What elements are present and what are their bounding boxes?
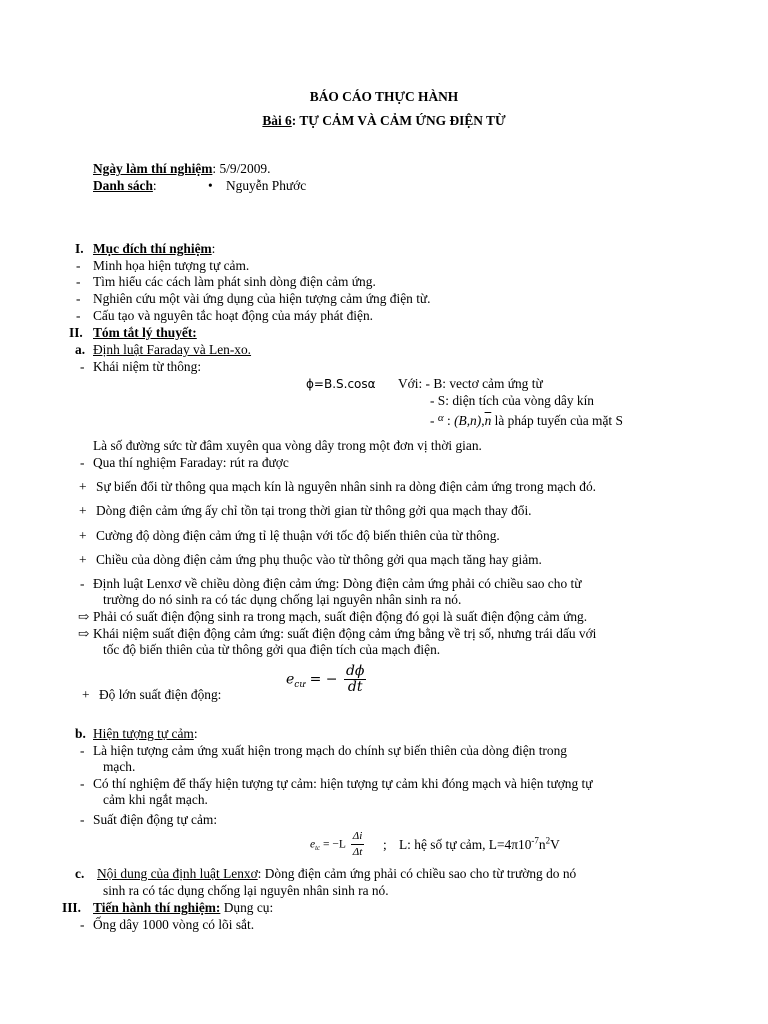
self-emf-separator: ; — [383, 837, 387, 852]
list-dash: - — [80, 743, 85, 758]
normal-vector: $\overline{n}$ — [484, 413, 492, 428]
purpose-item: Tìm hiểu các cách làm phát sinh dòng điện cảm ứng. — [93, 274, 376, 289]
flux-where-b: Với: - B: vectơ cảm ứng từ — [398, 376, 543, 391]
self-induction-exp-line-2: cảm khi ngắt mạch. — [103, 792, 208, 807]
purpose-item: Nghiên cứu một vài ứng dụng của hiện tượng cảm ứng điện từ. — [93, 291, 431, 306]
lenz-law-line-1: Định luật Lenxơ về chiều dòng điện cảm ứng: Dòng điện cảm ứng phải có chiều sao cho từ — [93, 576, 582, 591]
flux-formula: ϕ=B.S.cosα — [306, 377, 376, 391]
self-induction-def-line-1: Là hiện tượng cảm ứng xuất hiện trong mạch do chính sự biến thiên của dòng điện trong — [93, 743, 567, 758]
section-2-title: Tóm tắt lý thuyết: — [93, 325, 197, 340]
faraday-conclusion: Cường độ dòng điện cảm ứng tỉ lệ thuận với tốc độ biến thiên của từ thông. — [96, 528, 500, 543]
list-dash: - — [76, 258, 81, 273]
list-plus: + — [79, 552, 87, 567]
flux-concept: Khái niệm từ thông: — [93, 359, 202, 374]
induced-emf-concept-line-1: Khái niệm suất điện động cảm ứng: suất điện động cảm ứng bằng về trị số, nhưng trái dấu với — [93, 626, 597, 641]
lenz-content-line-1: Nội dung của định luật Lenxơ: Dòng điện cảm ứng phải có chiều sao cho từ trường do nó — [97, 866, 577, 881]
lesson-prefix: Bài 6 — [262, 113, 292, 128]
flux-where-alpha: - $^\alpha$ : $(B,n),\overline{n}$ là pháp tuyến của mặt S — [430, 412, 623, 428]
lenz-content-line-2: sinh ra có tác dụng chống lại nguyên nhân sinh ra nó. — [103, 883, 389, 898]
subsection-a-title: Định luật Faraday và Len-xo. — [93, 342, 252, 357]
lesson-title — [0, 113, 768, 129]
list-dash: - — [76, 291, 81, 306]
self-emf-label: Suất điện động tự cảm: — [93, 812, 218, 827]
member-bullet: • — [208, 178, 213, 193]
faraday-conclusion: Dòng điện cảm ứng ấy chỉ tồn tại trong thời gian từ thông gởi qua mạch thay đổi. — [96, 503, 532, 518]
report-title: BÁO CÁO THỰC HÀNH — [309, 89, 459, 104]
list-dash: - — [80, 359, 85, 374]
section-1-number: I. — [75, 241, 84, 256]
list-plus: + — [82, 687, 90, 702]
member-name: Nguyễn Phước — [226, 178, 307, 193]
self-emf-formula: $e_{tc} = -L$ $\frac{\Delta i}{\Delta t}$ — [310, 830, 363, 858]
lenz-law-line-2: trường do nó sinh ra có tác dụng chống lại nguyên nhân sinh ra nó. — [103, 592, 462, 607]
self-induction-def-line-2: mạch. — [103, 759, 136, 774]
list-dash: - — [80, 812, 85, 827]
section-3-title: Tiến hành thí nghiệm: Dụng cụ: — [93, 900, 274, 915]
flux-definition: Là số đường sức từ đâm xuyên qua vòng dây trong một đơn vị thời gian. — [93, 438, 482, 453]
date-label: Ngày làm thí nghiệm — [93, 161, 213, 176]
emf-magnitude-label: Độ lớn suất điện động: — [99, 687, 222, 702]
lesson-name: : TỰ CẢM VÀ CẢM ỨNG ĐIỆN TỪ — [291, 113, 506, 128]
list-dash: - — [80, 917, 85, 932]
arrow-icon: ⇨ — [78, 626, 90, 641]
inductance-coefficient: L: hệ số tự cảm, $L=4\pi 10^{-7}n^2V$ — [399, 835, 560, 852]
section-2-number: II. — [69, 325, 83, 340]
subsection-a-label: a. — [75, 342, 86, 357]
list-dash: - — [76, 308, 81, 323]
purpose-item: Cấu tạo và nguyên tắc hoạt động của máy phát điện. — [93, 308, 374, 323]
subsection-b-label: b. — [75, 726, 86, 741]
list-plus: + — [79, 479, 87, 494]
induced-emf-concept-line-2: tốc độ biến thiên của từ thông gởi qua điện tích của mạch điện. — [103, 642, 441, 657]
list-plus: + — [79, 528, 87, 543]
section-3-number: III. — [62, 900, 81, 915]
list-dash: - — [80, 576, 85, 591]
member-list-label: Danh sách: — [93, 178, 157, 193]
self-induction-exp-line-1: Có thí nghiệm để thấy hiện tượng tự cảm: hiện tượng tự cảm khi đóng mạch và hiện tượng tự — [93, 776, 593, 791]
emf-formula: $e_{cư}$ = − $\frac{d\phi}{dt}$ — [286, 663, 365, 695]
list-dash: - — [80, 455, 85, 470]
list-dash: - — [80, 776, 85, 791]
equipment-item: Ống dây 1000 vòng có lõi sắt. — [93, 917, 255, 932]
faraday-experiment: Qua thí nghiệm Faraday: rút ra được — [93, 455, 289, 470]
arrow-icon: ⇨ — [78, 609, 90, 624]
subsection-b-title: Hiện tượng tự cảm: — [93, 726, 198, 741]
induced-emf-note: Phải có suất điện động sinh ra trong mạch, suất điện động đó gọi là suất điện động cảm ứng. — [93, 609, 588, 624]
list-plus: + — [79, 503, 87, 518]
purpose-item: Minh họa hiện tượng tự cảm. — [93, 258, 250, 273]
experiment-date — [93, 161, 270, 177]
flux-where-s: - S: diện tích của vòng dây kín — [430, 393, 595, 408]
subsection-c-label: c. — [75, 866, 85, 881]
faraday-conclusion: Chiều của dòng điện cảm ứng phụ thuộc vào từ thông gởi qua mạch tăng hay giảm. — [96, 552, 542, 567]
angle-notation: (B,n) — [454, 413, 482, 428]
section-1-title: Mục đích thí nghiệm: — [93, 241, 216, 256]
date-value: : 5/9/2009. — [212, 161, 271, 176]
faraday-conclusion: Sự biến đổi từ thông qua mạch kín là nguyên nhân sinh ra dòng điện cảm ứng trong mạch đó. — [96, 479, 597, 494]
list-dash: - — [76, 274, 81, 289]
